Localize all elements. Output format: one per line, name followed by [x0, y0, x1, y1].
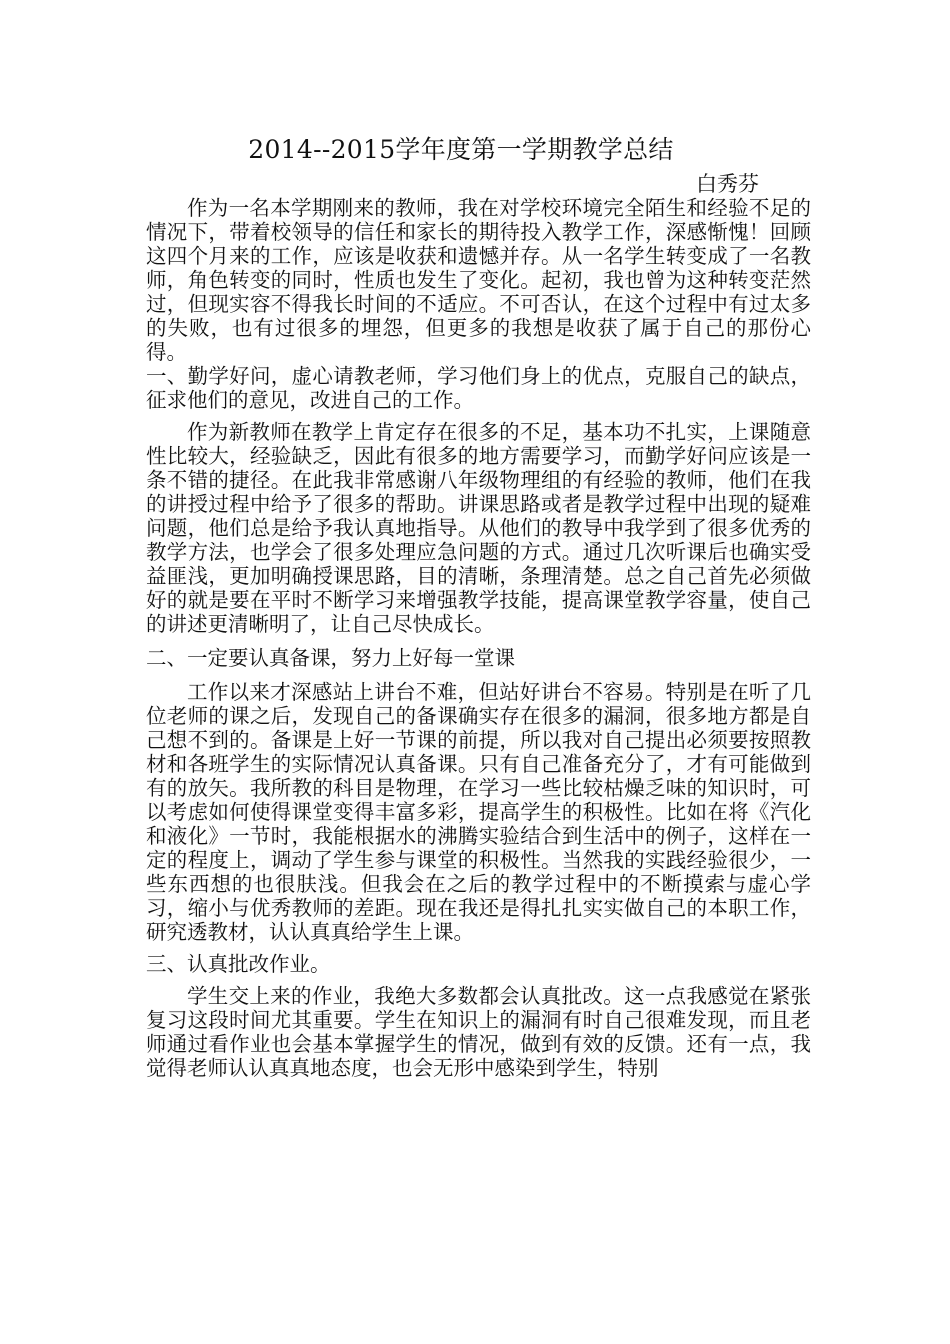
paragraph-section-1: 作为新教师在教学上肯定存在很多的不足，基本功不扎实，上课随意性比较大，经验缺乏，因此有很多的地方需要学习，而勤学好问应该是一条不错的捷径。在此我非常感谢八年级物理组的有经验的教师，他们在我的讲授过程中给予了很多的帮助。讲课思路或者是教学过程中出现的疑难问题，他们总是给予我认真地指导。从他们的教导中我学到了很多优秀的教学方法，也学会了很多处理应急问题的方式。通过几次听课后也确实受益匪浅，更加明确授课思路，目的清晰，条理清楚。总之自己首先必须做好的就是要在平时不断学习来增强教学技能，提高课堂教学容量，使自己的讲述更清晰明了，让自己尽快成长。	[146, 420, 811, 636]
document-title: 2014--2015学年度第一学期教学总结	[248, 135, 674, 164]
section-heading-2: 二、一定要认真备课，努力上好每一堂课	[146, 646, 515, 670]
section-heading-1: 一、勤学好问，虚心请教老师，学习他们身上的优点，克服自己的缺点，征求他们的意见，改进自己的工作。	[146, 364, 811, 412]
section-heading-3: 三、认真批改作业。	[146, 952, 331, 976]
paragraph-section-3: 学生交上来的作业，我绝大多数都会认真批改。这一点我感觉在紧张复习这段时间尤其重要。学生在知识上的漏洞有时自己很难发现，而且老师通过看作业也会基本掌握学生的情况，做到有效的反馈。还有一点，我觉得老师认认真真地态度，也会无形中感染到学生，特别	[146, 984, 811, 1080]
author-name: 白秀芬	[696, 172, 759, 196]
paragraph-intro: 作为一名本学期刚来的教师，我在对学校环境完全陌生和经验不足的情况下，带着校领导的信任和家长的期待投入教学工作，深感惭愧！回顾这四个月来的工作，应该是收获和遗憾并存。从一名学生转变成了一名教师，角色转变的同时，性质也发生了变化。起初，我也曾为这种转变茫然过，但现实容不得我长时间的不适应。不可否认，在这个过程中有过太多的失败，也有过很多的埋怨，但更多的我想是收获了属于自己的那份心得。	[146, 196, 811, 364]
paragraph-section-2: 工作以来才深感站上讲台不难，但站好讲台不容易。特别是在听了几位老师的课之后，发现自己的备课确实存在很多的漏洞，很多地方都是自己想不到的。备课是上好一节课的前提，所以我对自己提出必须要按照教材和各班学生的实际情况认真备课。只有自己准备充分了，才有可能做到有的放矢。我所教的科目是物理，在学习一些比较枯燥乏味的知识时，可以考虑如何使得课堂变得丰富多彩，提高学生的积极性。比如在将《汽化和液化》一节时，我能根据水的沸腾实验结合到生活中的例子，这样在一定的程度上，调动了学生参与课堂的积极性。当然我的实践经验很少，一些东西想的也很肤浅。但我会在之后的教学过程中的不断摸索与虚心学习，缩小与优秀教师的差距。现在我还是得扎扎实实做自己的本职工作，研究透教材，认认真真给学生上课。	[146, 680, 811, 944]
document-body	[146, 196, 811, 1080]
